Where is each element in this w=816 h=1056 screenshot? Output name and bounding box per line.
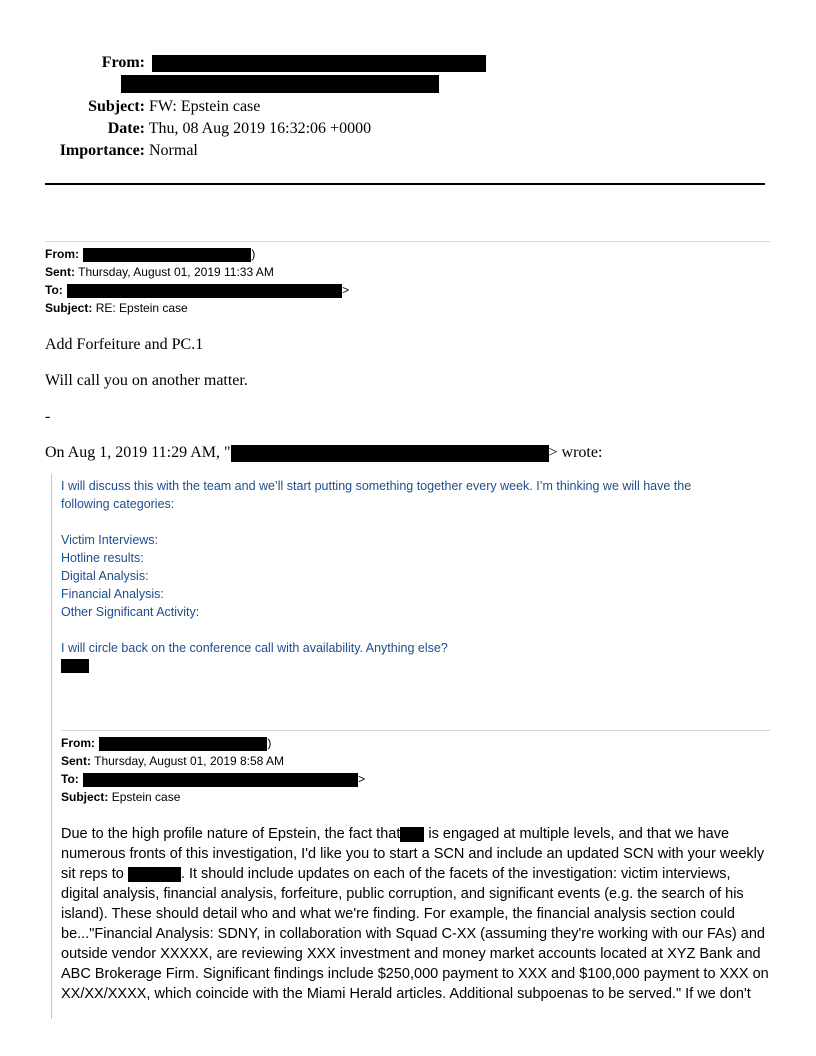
msg2-sent-value: Thursday, August 01, 2019 8:58 AM xyxy=(94,754,285,768)
quote-category: Hotline results: xyxy=(61,551,144,565)
header-importance-value: Normal xyxy=(149,142,198,159)
msg2-to-label: To: xyxy=(61,772,79,786)
msg2-body-line: ABC Brokerage Firm. Significant findings include $250,000 payment to XXX and $100,000 payment to XXX on xyxy=(61,966,769,982)
msg1-sent-label: Sent: xyxy=(45,265,75,279)
header-from-redaction-line2 xyxy=(121,75,439,93)
msg1-from-suffix: ) xyxy=(251,247,256,261)
msg2-to-row xyxy=(61,770,365,788)
body-text: is engaged at multiple levels, and that we have xyxy=(424,826,730,842)
header-divider xyxy=(45,183,765,185)
quote-intro-line1: I will discuss this with the team and we’ll start putting something together every week. I’m thinking we will have the xyxy=(61,479,692,493)
header-importance-row xyxy=(0,142,198,160)
body-text: Due to the high profile nature of Epstein, the fact that xyxy=(61,826,401,842)
msg1-body-line1: Add Forfeiture and PC.1 xyxy=(45,336,204,353)
msg1-body-line2: Will call you on another matter. xyxy=(45,372,248,389)
quote-category: Financial Analysis: xyxy=(61,587,164,601)
header-importance-label: Importance: xyxy=(59,142,145,159)
header-subject-row xyxy=(0,98,260,116)
msg2-subject-value: Epstein case xyxy=(111,790,181,804)
msg2-body-line: XX/XX/XXXX, which coincide with the Miami Herald articles. Additional subpoenas to be served." If we don't xyxy=(61,986,751,1002)
msg1-to-row xyxy=(45,281,349,299)
redaction-block xyxy=(99,737,267,751)
on-wrote-prefix: On Aug 1, 2019 11:29 AM, " xyxy=(45,444,231,461)
quote-intro-line2: following categories: xyxy=(61,497,175,511)
msg2-body-line: be..."Financial Analysis: SDNY, in collaboration with Squad C-XX (assuming they're working with our FAs) and xyxy=(61,926,765,942)
msg1-from-row xyxy=(45,245,255,263)
msg2-sent-label: Sent: xyxy=(61,754,91,768)
msg2-from-label: From: xyxy=(61,736,95,750)
msg1-subject-row xyxy=(45,299,188,317)
header-from-label: From: xyxy=(101,54,145,71)
quote-bar xyxy=(51,474,52,1019)
msg2-sent-row xyxy=(61,752,284,770)
msg1-sent-value: Thursday, August 01, 2019 11:33 AM xyxy=(78,265,274,279)
quote-category: Victim Interviews: xyxy=(61,533,159,547)
msg1-from-label: From: xyxy=(45,247,79,261)
msg2-subject-label: Subject: xyxy=(61,790,109,804)
header-subject-label: Subject: xyxy=(88,98,145,115)
msg2-body-line: outside vendor XXXXX, are reviewing XXX investment and money market accounts located at XYZ Bank and xyxy=(61,946,761,962)
msg1-sent-row xyxy=(45,263,274,281)
msg2-body-line xyxy=(61,824,729,844)
quote-closing: I will circle back on the conference call with availability. Anything else? xyxy=(61,641,448,655)
redaction-block xyxy=(400,827,424,842)
msg2-body-line: digital analysis, financial analysis, forfeiture, public corruption, and significant events (e.g. the search of his xyxy=(61,886,744,902)
msg1-on-wrote-line xyxy=(45,444,602,462)
header-date-label: Date: xyxy=(107,120,145,137)
header-from-row xyxy=(0,54,486,72)
redaction-block xyxy=(128,867,181,882)
quote-category: Digital Analysis: xyxy=(61,569,149,583)
redaction-block xyxy=(83,248,251,262)
header-subject-value: FW: Epstein case xyxy=(149,98,261,115)
message-divider xyxy=(45,241,770,242)
body-text: sit reps to xyxy=(61,866,128,882)
message-divider xyxy=(61,730,770,731)
msg1-subject-label: Subject: xyxy=(45,301,93,315)
msg2-subject-row xyxy=(61,788,180,806)
header-date-row xyxy=(0,120,371,138)
msg1-dash: - xyxy=(45,408,51,425)
msg1-to-label: To: xyxy=(45,283,63,297)
msg2-body-line xyxy=(61,864,731,884)
redaction-block xyxy=(61,659,89,673)
msg2-from-row xyxy=(61,734,271,752)
body-text: . It should include updates on each of the facets of the investigation: victim interviews, xyxy=(180,866,731,882)
header-date-value: Thu, 08 Aug 2019 16:32:06 +0000 xyxy=(148,120,372,137)
msg1-subject-value: RE: Epstein case xyxy=(95,301,188,315)
msg2-to-suffix: > xyxy=(358,772,366,786)
msg2-body-line: island). These should detail who and what we're finding. For example, the financial analysis section could xyxy=(61,906,735,922)
redaction-block xyxy=(67,284,342,298)
msg2-body-line: numerous fronts of this investigation, I'd like you to start a SCN and include an updated SCN with your weekly xyxy=(61,846,765,862)
redaction-block xyxy=(83,773,358,787)
quote-category: Other Significant Activity: xyxy=(61,605,200,619)
msg2-from-suffix: ) xyxy=(267,736,272,750)
msg1-to-suffix: > xyxy=(342,283,350,297)
redaction-block xyxy=(231,445,549,462)
on-wrote-suffix: > wrote: xyxy=(548,444,603,461)
redaction-block xyxy=(152,55,486,72)
